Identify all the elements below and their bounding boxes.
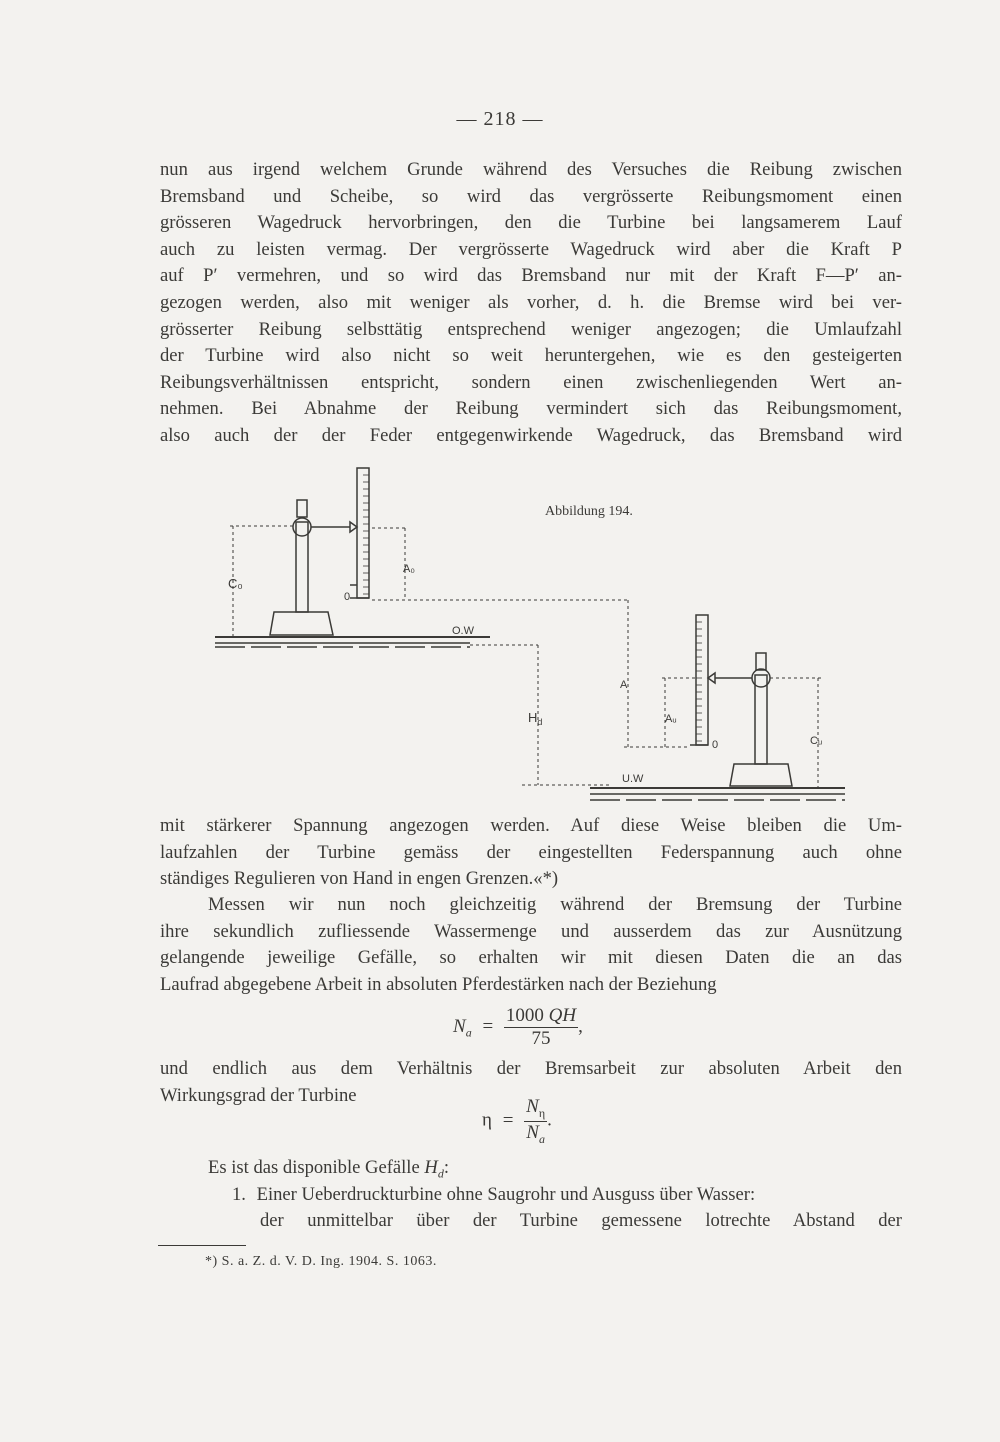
paragraph-3 bbox=[160, 892, 902, 998]
label-zero-left: 0 bbox=[344, 591, 351, 603]
text-line: mit stärkerer Spannung angezogen werden. Auf diese Weise bleiben die Um- bbox=[160, 815, 902, 836]
paragraph-2 bbox=[160, 813, 902, 893]
label-hd: $H_d$ bbox=[528, 710, 543, 727]
text-line: Reibungsverhältnissen entspricht, sondern einen zwischenliegenden Wert an- bbox=[160, 371, 902, 393]
label-uw: U.W bbox=[622, 773, 644, 785]
gefaelle-line: Es ist das disponible Gefälle $H_d$: bbox=[208, 1157, 449, 1181]
text-line: und endlich aus dem Verhältnis der Bremsarbeit zur absoluten Arbeit den bbox=[160, 1058, 902, 1079]
formula-eta: η bbox=[482, 1109, 492, 1131]
text-line: ständiges Regulieren von Hand in engen Grenzen.«*) bbox=[160, 868, 559, 890]
list-item-1-continued bbox=[260, 1208, 902, 1235]
text-line: gelangende jeweilige Gefälle, so erhalten wir mit diesen Daten die an das bbox=[160, 947, 902, 969]
label-zero-right: 0 bbox=[712, 739, 719, 751]
text-line: grösseren Wagedruck hervorbringen, den die Turbine bei langsamerem Lauf bbox=[160, 212, 902, 234]
text-line: ihre sekundlich zufliessende Wassermenge und ausserdem das zur Ausnützung bbox=[160, 920, 902, 942]
label-a: A bbox=[620, 679, 628, 691]
formula-efficiency: η = $\frac{N_\eta}{N_a}$ . bbox=[482, 1096, 552, 1146]
formula-power: $N_a$ = $\frac{1000 QH}{75}$ , bbox=[453, 1005, 583, 1049]
text-line: nehmen. Bei Abnahme der Reibung vermindert sich das Reibungsmoment, bbox=[160, 398, 902, 420]
text-line: Messen wir nun noch gleichzeitig während der Bremsung der Turbine bbox=[208, 894, 902, 915]
figure-194-diagram bbox=[200, 460, 860, 805]
text-line: also auch der der Feder entgegenwirkende Wagedruck, das Bremsband wird bbox=[160, 424, 902, 446]
formula-fraction: $\frac{N_\eta}{N_a}$ bbox=[526, 1096, 546, 1146]
list-item-1 bbox=[232, 1182, 902, 1209]
text-line: gezogen werden, also mit weniger als vorher, d. h. die Bremse wird bei ver- bbox=[160, 291, 902, 313]
page-number: — 218 — bbox=[456, 108, 544, 130]
list-number: 1. bbox=[232, 1184, 246, 1205]
text-line: grösserter Reibung selbsttätig entsprechend weniger angezogen; die Umlaufzahl bbox=[160, 318, 902, 340]
footnote-rule bbox=[158, 1245, 246, 1246]
formula-fraction: $\frac{1000 QH}{75}$ bbox=[505, 1005, 577, 1049]
text-line: auch zu leisten vermag. Der vergrösserte Wagedruck wird aber die Kraft P bbox=[160, 238, 902, 260]
list-line: Einer Ueberdruckturbine ohne Saugrohr und Ausguss über Wasser: bbox=[256, 1184, 756, 1205]
text-line: Wirkungsgrad der Turbine bbox=[160, 1084, 357, 1106]
text-line: laufzahlen der Turbine gemäss der eingestellten Federspannung auch ohne bbox=[160, 841, 902, 863]
footnote: *) S. a. Z. d. V. D. Ing. 1904. S. 1063. bbox=[205, 1254, 437, 1269]
paragraph-1 bbox=[160, 157, 902, 450]
text-line: der unmittelbar über der Turbine gemessene lotrechte Abstand der bbox=[260, 1210, 902, 1231]
text-line: auf P′ vermehren, und so wird das Bremsband nur mit der Kraft F—P′ an- bbox=[160, 265, 902, 287]
label-a0: A₀ bbox=[403, 563, 415, 575]
text-line: der Turbine wird also nicht so weit heruntergehen, wie es den gesteigerten bbox=[160, 345, 902, 367]
label-ow: O.W bbox=[452, 625, 474, 637]
text-line: Laufrad abgegebene Arbeit in absoluten Pferdestärken nach der Beziehung bbox=[160, 973, 717, 995]
text-line: Bremsband und Scheibe, so wird das vergrösserte Reibungsmoment einen bbox=[160, 185, 902, 207]
label-c0: C₀ bbox=[228, 576, 243, 591]
label-au: Aᵤ bbox=[665, 713, 677, 725]
formula-lhs: N bbox=[453, 1015, 466, 1037]
text-line: nun aus irgend welchem Grunde während des Versuches die Reibung zwischen bbox=[160, 159, 902, 180]
label-cu: Cᵤ bbox=[810, 735, 823, 747]
figure-caption: Abbildung 194. bbox=[545, 504, 633, 519]
